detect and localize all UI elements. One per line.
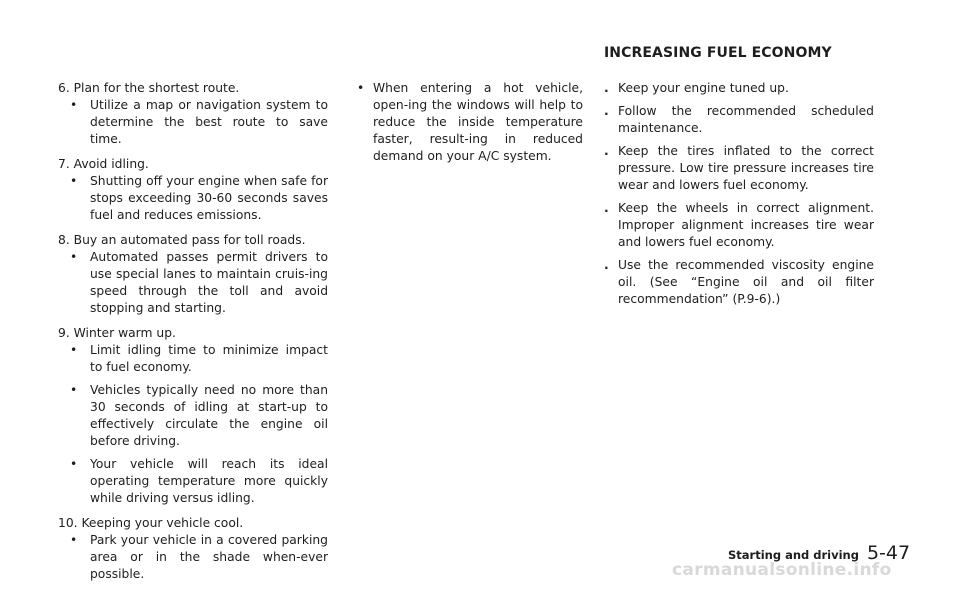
numbered-item-label: 6. Plan for the shortest route. [58, 81, 240, 95]
sub-bullet-item [58, 173, 328, 224]
numbered-tips-column [58, 80, 328, 591]
bullet-icon: • [70, 457, 78, 471]
numbered-item [58, 515, 328, 583]
bullet-icon: • [70, 250, 78, 264]
bullet-text: Use the recommended viscosity engine oil. (See “Engine oil and oil filter recommendation” (P.9-6).) [618, 258, 874, 306]
sub-bullet-item [58, 342, 328, 376]
sub-bullet-text: Your vehicle will reach its ideal operating temperature more quickly while driving versus idling. [90, 457, 328, 505]
bullet-item [604, 80, 874, 97]
bullet-text: Follow the recommended scheduled maintenance. [618, 104, 874, 135]
numbered-item-label: 8. Buy an automated pass for toll roads. [58, 233, 306, 247]
bullet-item [604, 257, 874, 308]
dot-bullet-icon: . [604, 81, 609, 95]
bullet-icon: • [70, 343, 78, 357]
numbered-item-label: 10. Keeping your vehicle cool. [58, 516, 244, 530]
bullet-item [357, 80, 583, 165]
bullet-text: When entering a hot vehicle, open-ing the windows will help to reduce the inside temperature faster, result-ing in reduced demand on your A/C system. [373, 81, 583, 163]
sub-bullet-item [58, 249, 328, 317]
footer-section-title: Starting and driving [728, 548, 859, 562]
sub-bullet-text: Utilize a map or navigation system to determine the best route to save time. [90, 98, 328, 146]
numbered-item [58, 80, 328, 148]
numbered-item-label: 7. Avoid idling. [58, 157, 149, 171]
page-number: 5-47 [866, 542, 911, 564]
bullet-item [604, 143, 874, 194]
sub-bullet-text: Park your vehicle in a covered parking area or in the shade when-ever possible. [90, 533, 328, 581]
bullet-icon: • [70, 98, 78, 112]
bullet-icon: • [70, 533, 78, 547]
dot-bullet-icon: . [604, 144, 609, 158]
bullet-text: Keep your engine tuned up. [618, 81, 789, 95]
dot-bullet-icon: . [604, 104, 609, 118]
numbered-item [58, 325, 328, 507]
sub-bullet-text: Limit idling time to minimize impact to fuel economy. [90, 343, 328, 374]
bullet-text: Keep the tires inflated to the correct pressure. Low tire pressure increases tire wear and lowers fuel economy. [618, 144, 874, 192]
bullet-item [604, 103, 874, 137]
sub-bullet-text: Shutting off your engine when safe for stops exceeding 30-60 seconds saves fuel and reduces emissions. [90, 174, 328, 222]
bullet-icon: • [357, 81, 365, 95]
dot-bullet-icon: . [604, 258, 609, 272]
bullet-icon: • [70, 174, 78, 188]
hot-vehicle-tip-column [357, 80, 583, 172]
sub-bullet-text: Automated passes permit drivers to use special lanes to maintain cruis-ing speed through the toll and avoid stopping and starting. [90, 250, 328, 315]
sub-bullet-item [58, 97, 328, 148]
sub-bullet-item [58, 456, 328, 507]
fuel-economy-list-column [604, 80, 874, 314]
section-heading: INCREASING FUEL ECONOMY [604, 45, 832, 61]
bullet-text: Keep the wheels in correct alignment. Improper alignment increases tire wear and lowers fuel economy. [618, 201, 874, 249]
watermark: carmanualsonline.info [672, 560, 892, 580]
numbered-item [58, 232, 328, 317]
dot-bullet-icon: . [604, 201, 609, 215]
sub-bullet-text: Vehicles typically need no more than 30 seconds of idling at start-up to effectively circulate the engine oil before driving. [90, 383, 328, 448]
sub-bullet-item [58, 532, 328, 583]
numbered-item [58, 156, 328, 224]
bullet-item [604, 200, 874, 251]
sub-bullet-item [58, 382, 328, 450]
numbered-item-label: 9. Winter warm up. [58, 326, 176, 340]
bullet-icon: • [70, 383, 78, 397]
